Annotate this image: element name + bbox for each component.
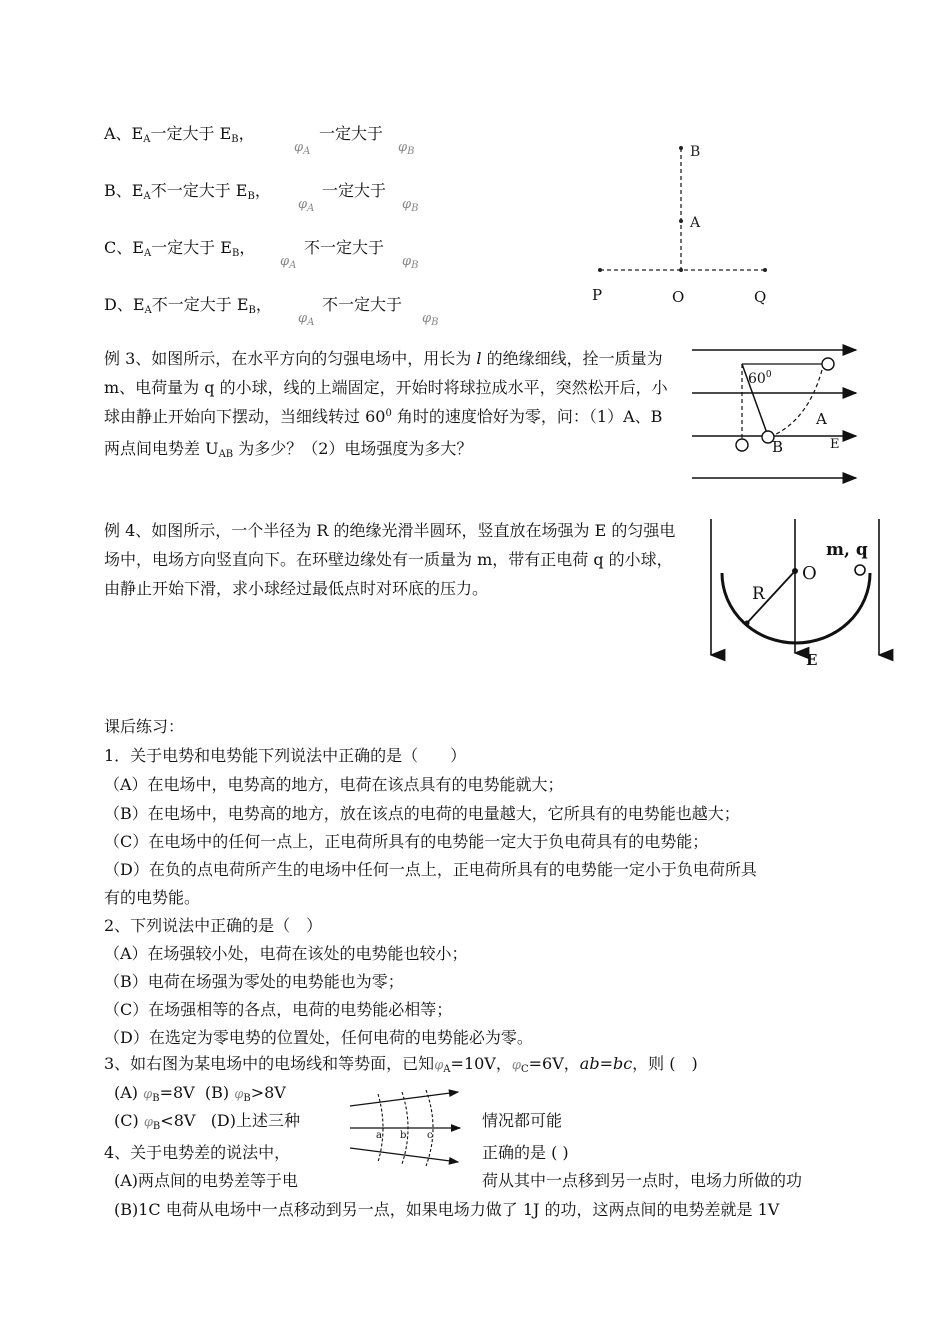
q4-option-a: (A)两点间的电势差等于电 xyxy=(114,1171,299,1190)
example-4: 例 4、如图所示，一个半径为 R 的绝缘光滑半圆环，竖直放在场强为 E 的匀强电场中，电场方向竖直向下。在环壁边缘处有一质量为 m，带有正电荷 q 的小球，由静止开始下滑，求小球经过最低点时对环底的压力。 xyxy=(104,521,676,598)
q1-stem: 1．关于电势和电势能下列说法中正确的是（ ） xyxy=(104,746,467,765)
figure-field-lines-abc xyxy=(346,1086,476,1166)
phi-a-symbol: $\varphi_A$ xyxy=(298,197,315,214)
q2-option-a: （A）在场强较小处，电荷在该处的电势能也较小； xyxy=(104,944,468,963)
q1-option-a: （A）在电场中，电势高的地方，电荷在该点具有的电势能就大； xyxy=(104,775,564,794)
label-o: O xyxy=(672,288,685,306)
q1-option-b: （B）在电场中，电势高的地方，放在该点的电荷的电量越大，它所具有的电势能也越大； xyxy=(104,804,740,823)
label-e: E xyxy=(806,651,818,669)
q4-option-a-cont: 荷从其中一点移到另一点时，电场力所做的功 xyxy=(482,1171,803,1190)
svg-text:600 xyxy=(748,370,772,387)
example-3: 例 3、如图所示，在水平方向的匀强电场中，用长为 l 的绝缘细线，拴一质量为 m、电荷量为 q 的小球，线的上端固定，开始时将球拉成水平，突然松开后，小球由静止开始向下摆动，当细线转过 $60^0$ 角时的速度恰好为零，问：（1）A、B 两点间电势差 UAB 为多少？（2）电场强度为多大？ xyxy=(104,349,668,460)
phi-b-symbol: $\varphi_B$ xyxy=(398,140,415,157)
label-q: Q xyxy=(754,288,767,306)
label-e: E xyxy=(830,437,840,452)
phi-a-symbol: $\varphi_A$ xyxy=(294,140,311,157)
exercise-title: 课后练习： xyxy=(104,717,185,736)
label-a: A xyxy=(690,215,701,231)
q2-option-b: （B）电荷在场强为零处的电势能也为零； xyxy=(104,972,404,991)
q4-option-b: (B)1C 电荷从电场中一点移动到另一点，如果电场力做了 1J 的功，这两点间的电势差就是 1V xyxy=(114,1200,780,1219)
q1-option-d-cont: 有的电势能。 xyxy=(104,888,201,907)
figure-semicircle-ring xyxy=(700,515,890,673)
label-a-point: a xyxy=(376,1130,382,1141)
angle-label: 60 xyxy=(748,371,766,387)
label-b: B xyxy=(690,144,701,160)
label-c-point: c xyxy=(427,1130,433,1141)
q1-option-d: （D）在负的点电荷所产生的电场中任何一点上，正电荷所具有的电势能一定小于负电荷所具 xyxy=(104,860,757,879)
phi-a-symbol: $\varphi_A$ xyxy=(298,311,315,328)
figure-pqo-diagram xyxy=(580,140,780,310)
angle-degree: 0 xyxy=(765,370,772,380)
q2-stem: 2、下列说法中正确的是（ ） xyxy=(104,916,323,935)
label-a: A xyxy=(816,410,827,428)
figure-pendulum-field xyxy=(690,340,865,490)
q2-option-c: （C）在场强相等的各点，电荷的电势能必相等； xyxy=(104,1000,453,1019)
q1-option-c: （C）在电场中的任何一点上，正电荷所具有的电势能一定大于负电荷具有的电势能； xyxy=(104,832,709,851)
phi-b-symbol: $\varphi_B$ xyxy=(402,254,419,271)
label-r: R xyxy=(752,584,765,604)
q3-options-cd: (C) φB<8V (D)上述三种 xyxy=(114,1111,301,1132)
phi-b-symbol: $\varphi_B$ xyxy=(402,197,419,214)
label-b-point: b xyxy=(400,1130,407,1141)
q3-option-d-tail: 情况都可能 xyxy=(482,1111,563,1130)
label-b: B xyxy=(772,438,784,456)
label-mq: m, q xyxy=(826,540,868,560)
phi-a-symbol: $\varphi_A$ xyxy=(280,254,297,271)
q4-stem: 4、关于电势差的说法中， xyxy=(104,1143,291,1162)
label-p: P xyxy=(592,286,603,304)
q4-stem-cont: 正确的是 ( ) xyxy=(482,1143,569,1162)
label-o: O xyxy=(802,563,817,584)
phi-b-symbol: $\varphi_B$ xyxy=(422,311,439,328)
q3-stem: 3、如右图为某电场中的电场线和等势面，已知φA=10V，φC=6V，ab=bc，则 ( ) xyxy=(104,1054,698,1075)
q3-options-ab: (A) φB=8V (B) φB>8V xyxy=(114,1083,286,1104)
q2-option-d: （D）在选定为零电势的位置处，任何电荷的电势能必为零。 xyxy=(104,1028,533,1047)
